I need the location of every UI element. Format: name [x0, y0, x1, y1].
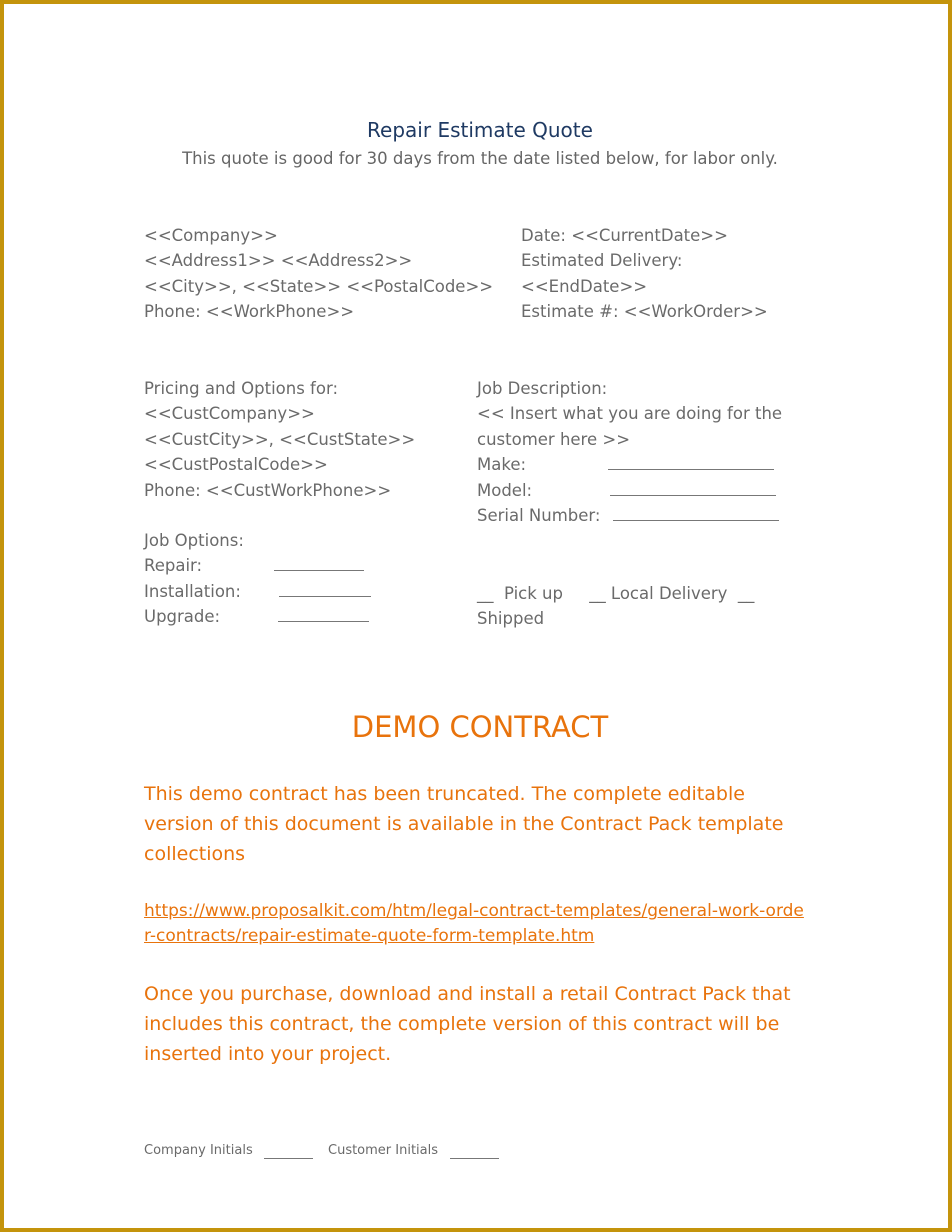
customer-block [144, 376, 415, 503]
make-row [477, 452, 782, 477]
pricing-options-label: Pricing and Options for: [144, 379, 339, 398]
job-options-block [144, 528, 371, 630]
upgrade-label: Upgrade: [144, 607, 221, 627]
serial-blank [613, 506, 779, 521]
job-options-heading: Job Options: [144, 531, 244, 550]
make-blank [608, 455, 774, 470]
company-name: <<Company>> [144, 226, 278, 245]
end-date: <<EndDate>> [521, 276, 648, 296]
delivery-options [477, 581, 754, 632]
upgrade-row [144, 604, 371, 629]
installation-row [144, 579, 371, 604]
company-initials-label: Company Initials [144, 1143, 253, 1158]
customer-initials-blank [450, 1144, 499, 1159]
cust-city-state: <<CustCity>>, <<CustState>> [144, 429, 416, 449]
job-description-block [477, 376, 782, 528]
purchase-notice: Once you purchase, download and install a retail Contract Pack that includes this contract, the complete version of this contract will be inserted into your project. [144, 983, 791, 1065]
serial-label: Serial Number: [477, 506, 601, 526]
company-address: <<Address1>> <<Address2>> [144, 251, 413, 271]
cust-company: <<CustCompany>> [144, 404, 315, 424]
demo-contract-heading: DEMO CONTRACT [351, 710, 609, 744]
repair-row [144, 553, 371, 578]
current-date: Date: <<CurrentDate>> [521, 226, 728, 245]
estimate-number: Estimate #: <<WorkOrder>> [521, 302, 768, 322]
company-phone: Phone: <<WorkPhone>> [144, 302, 355, 322]
serial-row [477, 503, 782, 528]
contract-template-link[interactable]: https://www.proposalkit.com/htm/legal-contract-templates/general-work-order-contracts/repair-estimate-quote-form-template.htm [144, 901, 804, 946]
demo-truncated-notice: This demo contract has been truncated. The complete editable version of this document is available in the Contract Pack template collections [144, 783, 784, 865]
job-description-heading: Job Description: [477, 379, 608, 398]
company-address-block [144, 223, 493, 325]
company-initials-blank [264, 1144, 313, 1159]
delivery-options-line1: __ Pick up __ Local Delivery __ [477, 584, 755, 603]
company-city-state: <<City>>, <<State>> <<PostalCode>> [144, 276, 494, 296]
model-label: Model: [477, 480, 533, 500]
document-subtitle: This quote is good for 30 days from the date listed below, for labor only. [182, 149, 778, 168]
customer-initials-label: Customer Initials [328, 1143, 439, 1158]
estimated-delivery-label: Estimated Delivery: [521, 251, 683, 271]
document-title: Repair Estimate Quote [367, 118, 593, 142]
model-row [477, 478, 782, 503]
cust-postal-code: <<CustPostalCode>> [144, 455, 328, 475]
repair-blank [274, 556, 364, 571]
delivery-options-line2: Shipped [477, 609, 545, 629]
job-description-line1: << Insert what you are doing for the [477, 404, 783, 424]
repair-label: Repair: [144, 556, 203, 576]
installation-label: Installation: [144, 581, 241, 601]
cust-phone: Phone: <<CustWorkPhone>> [144, 480, 392, 500]
installation-blank [279, 582, 371, 597]
model-blank [610, 481, 776, 496]
date-block [521, 223, 768, 325]
upgrade-blank [278, 607, 369, 622]
make-label: Make: [477, 455, 527, 475]
job-description-line2: customer here >> [477, 429, 631, 449]
